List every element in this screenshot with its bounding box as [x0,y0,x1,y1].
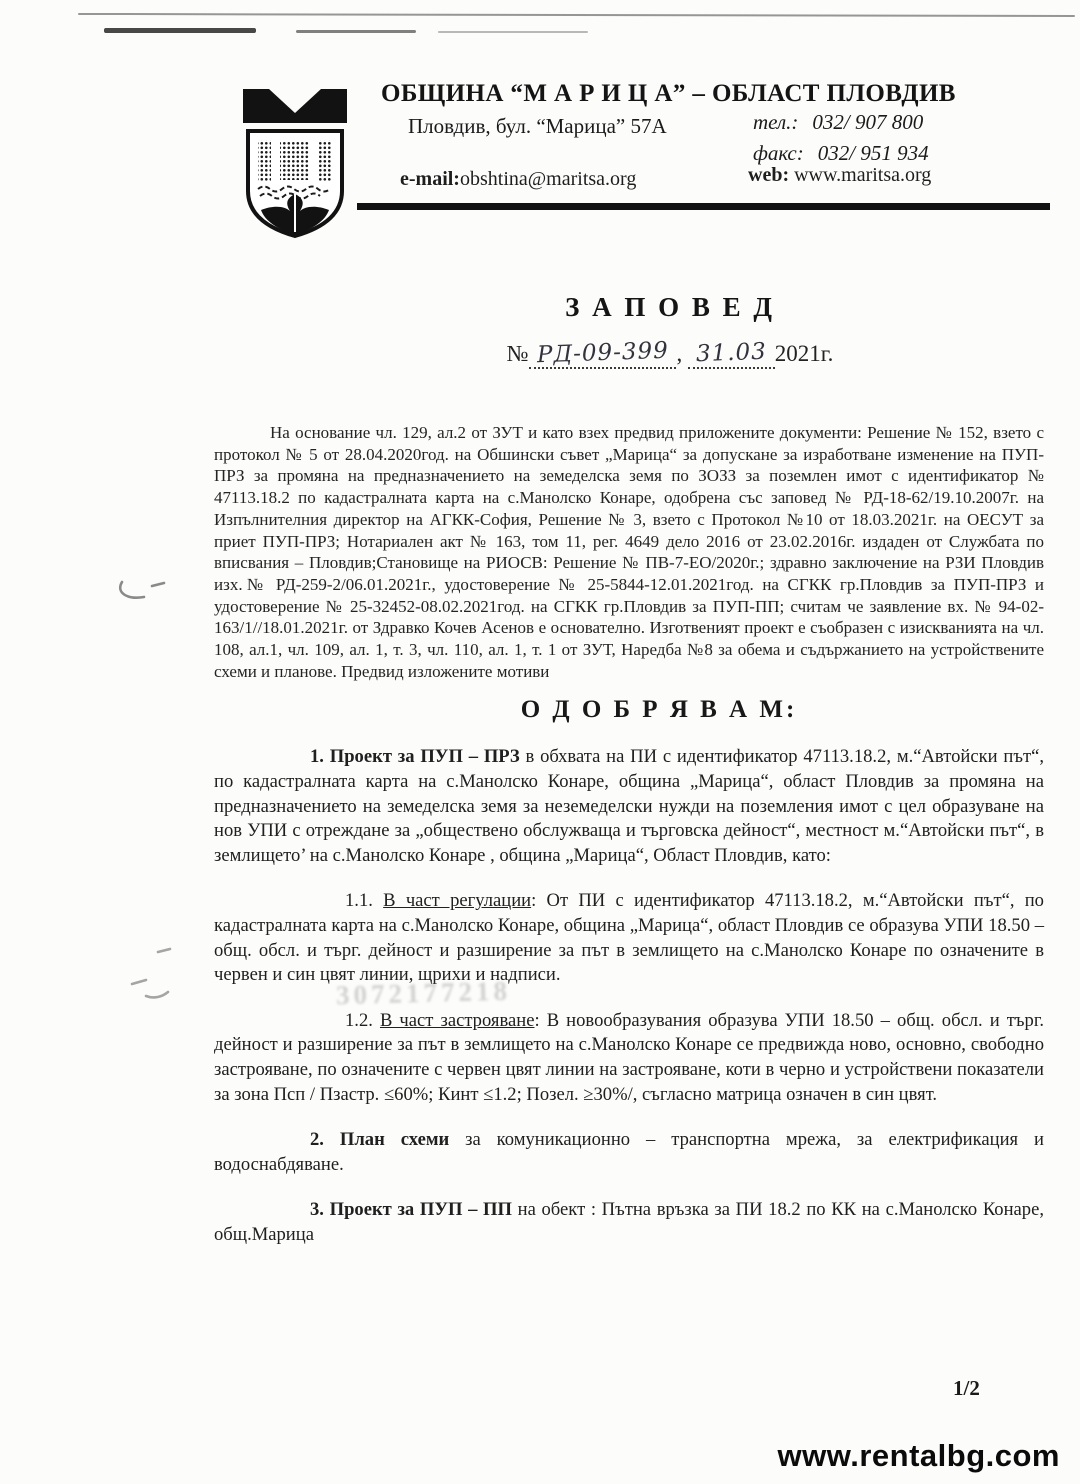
pen-mark-artifact [110,568,174,617]
municipality-title: ОБЩИНА “М А Р И Ц А” – ОБЛАСТ ПЛОВДИВ [381,80,956,107]
item-1-1-text: : От ПИ с идентификатор 47113.18.2, м.“Автойски път“, по кадастралната карта на с.Манолско Конаре, община „Марица“, област Пловдив се образува УПИ 18.50 – общ. обсл. и търг. дейност и разширение за път в землището на с.Манолско Конаре по означените в червен и син цвят линии, щрихи и надписи. [214,890,1044,986]
item-1-2-text: : В новообразувания образува УПИ 18.50 – общ. обсл. и търг. дейност и разширение за път в землището на с.Манолско Конаре се предвижда ново, основно, свободно застрояване, по означените с червен цвят линии на застрояване, коти в черно и устройствени показатели за зона Псп / Пзастр. ≤60%; Кинт ≤1.2; Позел. ≥30%/, съгласно матрица означен в син цвят. [214,1009,1044,1105]
letterhead-divider [357,203,1050,210]
maritsa-coat-of-arms-icon [233,83,357,241]
order-no-label: № [506,341,529,366]
email-line [400,168,636,191]
document-body [214,414,1044,1248]
item-2-text: за комуникационно – транспортна мрежа, за електрификация и водоснабдяване. [214,1129,1044,1175]
order-date-handwritten: 31.03 [695,338,768,368]
item-1-1-num: 1.1. [345,890,384,912]
web-value: www.maritsa.org [794,164,932,186]
pen-mark-artifact [124,942,188,1019]
ghost-stamp-artifact: 3072177218 [335,975,512,1011]
email-label: e-mail: [400,168,460,190]
item-1 [214,745,1044,868]
scan-streak-artifact [438,31,588,33]
item-1-1-underlined: В част регулации [383,890,532,912]
phone-value: 032/ 907 800 [812,110,924,134]
order-comma: , [676,341,683,366]
order-number-handwritten: РД-09-399 [536,337,669,369]
item-1-text: в обхвата на ПИ с идентификатор 47113.18.2, м.“Автойски път“, по кадастралната карта на с.Манолско Конаре, община „Марица“, област Пловдив за промяна на предназначението на земеделска земя за неземеделски нужди на поземления имот с цел образуване на нов УПИ с отреждане за „обществено обслужваща и търговска дейност“, местност м.“Автойски път“, в землището’ на с.Манолско Конаре , община „Марица“, Област Пловдив, като: [214,746,1044,866]
item-3-lead: 3. Проект за ПУП – ПП [310,1199,512,1221]
item-2 [214,1128,1044,1177]
item-3 [214,1198,1044,1247]
order-year: 2021г. [774,341,834,366]
order-date-field [688,338,775,369]
scan-streak-artifact [296,30,416,33]
phone-line [753,110,923,135]
document-title: З А П О В Е Д [565,292,775,322]
email-value: obshtina@maritsa.org [459,168,637,190]
item-1-2-underlined: В част застрояване [379,1009,535,1031]
fax-label: факс: [753,141,804,165]
phone-label: тел.: [753,110,799,134]
item-1-lead: 1. Проект за ПУП – ПРЗ [310,746,520,768]
scan-streak-artifact [104,28,256,33]
scan-streak-artifact [78,13,1075,17]
fax-line [753,141,929,166]
order-number-line [250,337,1080,369]
site-watermark: www.rentalbg.com [777,1438,1060,1473]
municipality-address: Пловдив, бул. “Марица” 57А [408,114,667,138]
item-1-2-num: 1.2. [345,1009,380,1031]
approve-heading: О Д О Б Р Я В А М: [520,696,798,724]
web-line [748,164,931,187]
fax-value: 032/ 951 934 [817,141,929,165]
item-1-2 [214,1009,1044,1107]
order-number-field [529,337,677,369]
item-1-1 [214,889,1044,987]
preamble-paragraph: На основание чл. 129, ал.2 от ЗУТ и като взех предвид приложените документи: Решение № 152, взето с протокол № 5 от 28.04.2020год. на Обшински съвет „Марица“ за допускане за изработване изменение на ПУП-ПРЗ за промяна на предназначението на земеделска земя по ЗОЗЗ за поземлен имот с идентификатор № 47113.18.2 по кадастралната карта на с.Манолско Конаре, одобрена със заповед № РД-18-62/19.10.2007г. на Изпълнителния директор на АГКК-София, Решение № 3, взето с Протокол №10 от 18.03.2021г. на ОЕСУТ за приет ПУП-ПРЗ; Нотариален акт № 163, том 11, рег. 4649 дело 2016 от 23.02.2016г. издаден от Службата по вписвания – Пловдив;Становище на РИОСВ: Решение № ПВ-7-ЕО/2020г.; здравно заключение на РЗИ Пловдив изх.№ РД-259-2/06.01.2021г., удостоверение № 25-5844-12.01.2021год. на СГКК гр.Пловдив за ПУП-ПРЗ и удостоверение № 25-32452-08.02.2021год. на СГКК гр.Пловдив за ПУП-ПП; считам че заявление вх. № 94-02-163/1//18.01.2021г. от Здравко Кочев Асенов е основателно. Изготвеният проект е съобразен с изискванията на чл. 108, ал.1, чл. 109, ал. 1, т. 3, чл. 110, ал. 1, т. 1 от ЗУТ, Наредба №8 за обема и съдържанието на устройствените схеми и планове. Предвид изложените мотиви [214,423,1044,681]
item-2-lead: 2. План схеми [310,1129,450,1151]
page-number: 1/2 [953,1376,980,1400]
web-label: web: [748,164,790,186]
item-3-text: на обект : Пътна връзка за ПИ 18.2 по КК на с.Манолско Конаре, общ.Марица [214,1199,1045,1245]
